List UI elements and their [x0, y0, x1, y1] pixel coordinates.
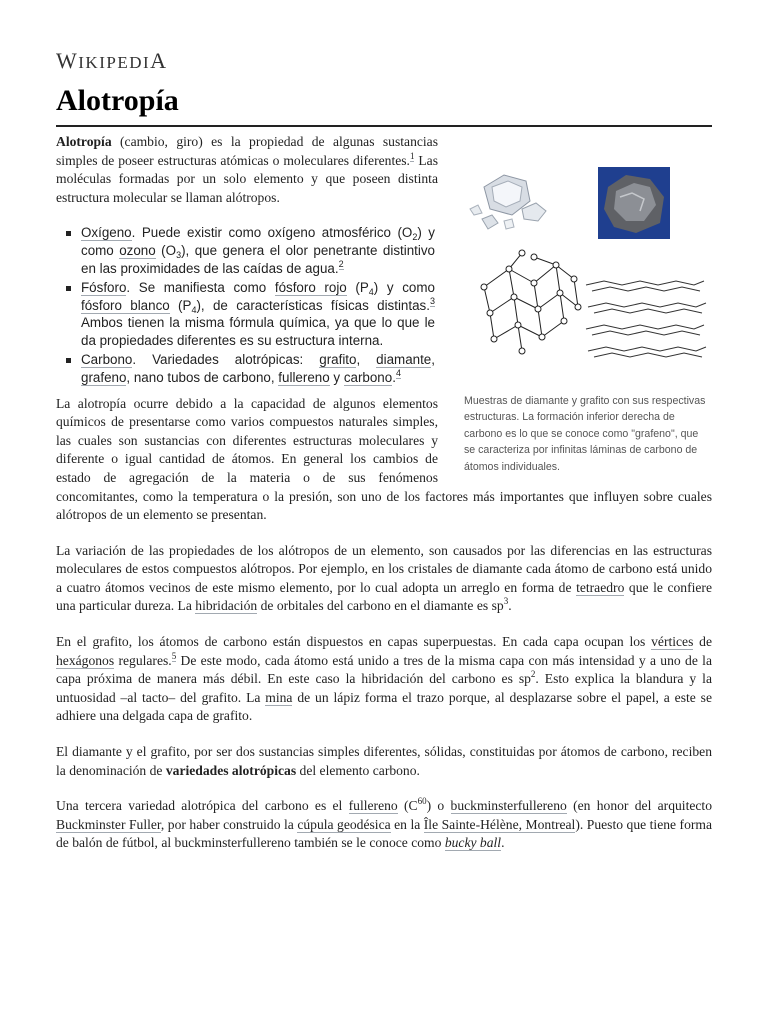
intro-text-2: Las moléculas formadas por un solo elemento y que poseen distinta estructura molecular se llaman alótropos. [56, 152, 439, 205]
diamond-structure [481, 250, 581, 354]
intro-text-1: (cambio, giro) es la propiedad de algunas sustancias simples de poseer estructuras atómicas o moleculares diferentes. [56, 134, 438, 168]
wikipedia-wordmark[interactable] [56, 48, 168, 74]
figure-caption: Muestras de diamante y grafito con sus respectivas estructuras. La formación inferior derecha de carbono es lo que se conoce como "grafeno", que se caracteriza por infinitas láminas de carbono de átomos individuales. [464, 395, 706, 473]
figure [464, 157, 712, 475]
wordmark-w: W [56, 48, 79, 73]
paragraph-6: Una tercera variedad alotrópica del carbono es el fullereno $(C^{60})$ o buckminsterfullereno (en honor del arquitecto Buckminster Fuller, por haber construido la cúpula geodésica en la Île Sainte-Hélène, Montreal). Puesto que tiene forma de balón de fútbol, al buckminsterfullereno también se le conoce como bucky ball. [56, 796, 713, 851]
ref-5[interactable]: 5 [171, 650, 177, 661]
link-oxigeno[interactable]: Oxígeno [81, 225, 132, 241]
paragraph-5: El diamante y el grafito, por ser dos sustancias simples diferentes, sólidas, constituidas por átomos de carbono, reciben la denominación de variedades alotrópicas del elemento carbono. [56, 744, 712, 778]
link-ozono[interactable]: ozono [119, 243, 156, 259]
article-body [56, 133, 712, 870]
paragraph-4: En el grafito, los átomos de carbono están dispuestos en capas superpuestas. En cada capa ocupan los vértices de hexágonos regulares.$^5$ De este modo, cada átomo está unido a tres de la misma capa con más intensidad y a uno de la capa próxima de manera más débil. En este caso la hibridación del carbono es $sp^2$. Esto explica la blandura y la untuosidad –al tacto– del grafito. La mina de un lápiz forma el trazo porque, al desplazarse sobre el papel, a este se adhiere una delgada capa de grafito. [56, 634, 713, 724]
link-fosforo[interactable]: Fósforo [81, 279, 127, 295]
link-hexagonos[interactable]: hexágonos [56, 652, 115, 668]
link-grafito[interactable]: grafito [319, 351, 357, 367]
paragraph-2: La alotropía ocurre debido a la capacidad de algunos elementos químicos de presentarse como varios compuestos naturales simples, las cuales son sustancias con diferentes estructuras moleculares y diferente o igual cantidad de átomos. En general los cambios de estado de agregación de la materia o de sus fenómenos concomitantes, como la temperatura o la presión, son uno de los factores más importantes que influyen sobre cuales alótropos de un elemento se presentan. [56, 395, 712, 523]
ref-4[interactable]: 4 [395, 367, 401, 378]
link-diamante[interactable]: diamante [376, 351, 432, 367]
wordmark-mid: IKIPEDI [78, 53, 151, 72]
link-fullereno[interactable]: fullereno [278, 369, 330, 385]
graphite-photo [598, 167, 670, 239]
link-buckminster-fuller[interactable]: Buckminster Fuller [56, 816, 161, 832]
figure-images[interactable] [464, 157, 712, 391]
title-rule [56, 125, 712, 127]
link-vertices[interactable]: vértices [651, 634, 694, 650]
link-fosforo-blanco[interactable]: fósforo blanco [81, 297, 170, 313]
allotrope-list [56, 224, 435, 386]
link-grafeno[interactable]: grafeno [81, 369, 127, 385]
bold-variedades: variedades alotrópicas [165, 762, 297, 778]
intro-term: Alotropía [56, 134, 112, 149]
ref-2[interactable]: 2 [338, 258, 344, 269]
ref-3[interactable]: 3 [429, 295, 435, 306]
list-item-carbono: Carbono. Variedades alotrópicas: grafito, diamante, grafeno, nano tubos de carbono, fullereno y carbono.$^4$ [81, 351, 435, 385]
wordmark-a: A [150, 48, 168, 73]
link-cupula-geodesica[interactable]: cúpula geodésica [297, 816, 391, 832]
link-bucky-ball[interactable]: bucky ball [444, 835, 502, 851]
link-mina[interactable]: mina [265, 689, 293, 705]
list-item-oxigeno: Oxígeno. Puede existir como oxígeno atmosférico $(O_2)$ y como ozono $(O_3)$, que genera el olor penetrante distintivo en las proximidades de las caídas de agua.$^2$ [81, 225, 436, 276]
link-fullereno-2[interactable]: fullereno [348, 798, 398, 814]
link-carbono-2[interactable]: carbono [343, 369, 393, 385]
link-buckminsterfullereno[interactable]: buckminsterfullereno [450, 798, 567, 814]
graphite-structure [586, 281, 706, 357]
link-hibridacion[interactable]: hibridación [195, 598, 258, 614]
list-item-fosforo: Fósforo. Se manifiesta como fósforo rojo $(P_4)$ y como fósforo blanco $(P_4)$, de características físicas distintas.$^3$ Ambos tienen la misma fórmula química, ya que lo que le da propiedades diferentes es su estructura interna. [81, 279, 435, 349]
ref-1[interactable]: 1 [409, 150, 415, 161]
diamond-photo [470, 175, 546, 229]
paragraph-3: La variación de las propiedades de los alótropos de un elemento, son causados por las diferencias en las estructuras moleculares de estos compuestos alótropos. Por ejemplo, en los cristales de diamante cada átomo de carbono está unido a cuatro átomos vecinos de este mismo elemento, por lo cual adopta un arreglo en forma de tetraedro que le confiere una particular dureza. La hibridación de orbitales del carbono en el diamante es $sp^3$. [56, 542, 712, 614]
link-fosforo-rojo[interactable]: fósforo rojo [274, 279, 347, 295]
link-ile-sainte-helene[interactable]: Île Sainte-Hélène, Montreal [423, 816, 576, 832]
link-carbono[interactable]: Carbono [81, 351, 133, 367]
page-title: Alotropía [56, 84, 179, 117]
diamond-graphite-illustration [464, 157, 712, 391]
link-tetraedro[interactable]: tetraedro [576, 579, 625, 595]
